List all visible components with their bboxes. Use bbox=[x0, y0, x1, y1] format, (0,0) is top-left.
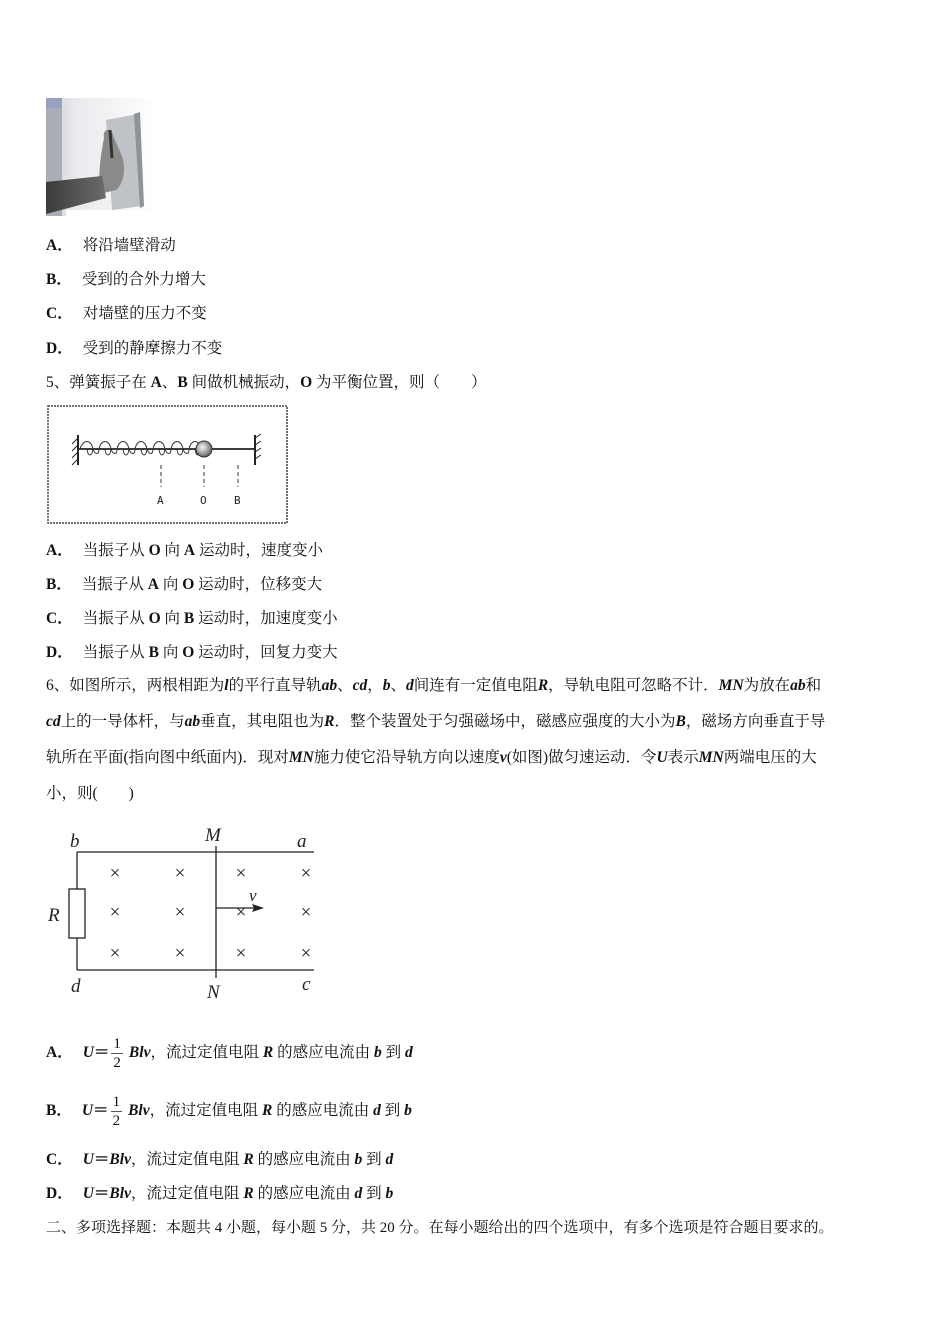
q4-option-c[interactable]: C． 对墙壁的压力不变 bbox=[46, 305, 207, 322]
svg-text:×: × bbox=[174, 902, 186, 923]
magnetic-field-crosses bbox=[110, 863, 312, 964]
label-b: B bbox=[234, 494, 241, 507]
svg-text:×: × bbox=[235, 943, 247, 964]
svg-text:×: × bbox=[109, 863, 121, 884]
q5-option-c[interactable]: C． 当振子从 O 向 B 运动时，加速度变小 bbox=[46, 610, 338, 627]
q4-figure-photo bbox=[46, 98, 158, 216]
svg-text:×: × bbox=[300, 863, 312, 884]
q5-option-d[interactable]: D． 当振子从 B 向 O 运动时，回复力变大 bbox=[46, 644, 338, 661]
q5-figure-spring-oscillator bbox=[47, 405, 289, 525]
label-a: A bbox=[157, 494, 164, 507]
label-b: b bbox=[70, 831, 80, 852]
q6-option-b[interactable]: B． U＝ $\frac{1}{2}$ Blv，流过定值电阻 R 的感应电流由 d 到 b bbox=[46, 1093, 412, 1129]
hand-pressing-book-icon bbox=[46, 98, 158, 216]
q4-option-a[interactable]: A． 将沿墙壁滑动 bbox=[46, 237, 176, 254]
q5-option-b[interactable]: B． 当振子从 A 向 O 运动时，位移变大 bbox=[46, 576, 323, 593]
figure-border bbox=[48, 406, 287, 523]
fraction-one-half: $\frac{1}{2}$ bbox=[113, 1035, 121, 1071]
q4-option-b[interactable]: B． 受到的合外力增大 bbox=[46, 271, 206, 288]
svg-text:×: × bbox=[109, 902, 121, 923]
svg-text:×: × bbox=[300, 943, 312, 964]
label-o: O bbox=[200, 494, 207, 507]
q6-option-a[interactable]: A． U＝ $\frac{1}{2}$ Blv，流过定值电阻 R 的感应电流由 b 到 d bbox=[46, 1035, 413, 1071]
q6-stem: 6、如图所示，两根相距为l的平行直导轨ab、cd，b、d间连有一定值电阻R，导轨电阻可忽略不计．MN为放在ab和 cd上的一导体杆，与ab垂直，其电阻也为R．整个装置处于匀强磁场中，磁感应强度的大小为B，磁场方向垂直于导 轨所在平面(指向图中纸面内)．现对MN施力使它沿导轨方向以速度v(如图)做匀速运动．令U表示MN两端电压的大 小，则( ) bbox=[46, 677, 826, 802]
svg-text:×: × bbox=[300, 902, 312, 923]
svg-text:×: × bbox=[174, 943, 186, 964]
svg-text:×: × bbox=[235, 863, 247, 884]
svg-text:×: × bbox=[235, 902, 247, 923]
label-d: d bbox=[71, 976, 81, 997]
label-v: v bbox=[249, 886, 257, 905]
q4-option-d[interactable]: D． 受到的静摩擦力不变 bbox=[46, 340, 223, 357]
q5-option-a[interactable]: A． 当振子从 O 向 A 运动时，速度变小 bbox=[46, 542, 324, 559]
q6-option-c[interactable]: C． U＝Blv，流过定值电阻 R 的感应电流由 b 到 d bbox=[46, 1151, 394, 1168]
resistor-icon bbox=[69, 889, 85, 938]
q5-stem: 5、弹簧振子在 A、B 间做机械振动，O 为平衡位置，则（ ） bbox=[46, 374, 487, 391]
q6-option-d[interactable]: D． U＝Blv，流过定值电阻 R 的感应电流由 d 到 b bbox=[46, 1185, 394, 1202]
label-r: R bbox=[48, 905, 60, 926]
fraction-one-half: $\frac{1}{2}$ bbox=[112, 1093, 121, 1129]
label-a: a bbox=[297, 831, 307, 852]
label-c: c bbox=[302, 974, 311, 995]
q6-figure-circuit bbox=[44, 822, 324, 1007]
label-n: N bbox=[207, 982, 220, 1003]
label-m: M bbox=[205, 825, 221, 846]
svg-text:×: × bbox=[174, 863, 186, 884]
section-2-heading: 二、多项选择题：本题共 4 小题，每小题 5 分，共 20 分。在每小题给出的四个选项中，有多个选项是符合题目要求的。 bbox=[46, 1220, 834, 1236]
svg-text:×: × bbox=[109, 943, 121, 964]
oscillator-ball-icon bbox=[196, 441, 212, 457]
